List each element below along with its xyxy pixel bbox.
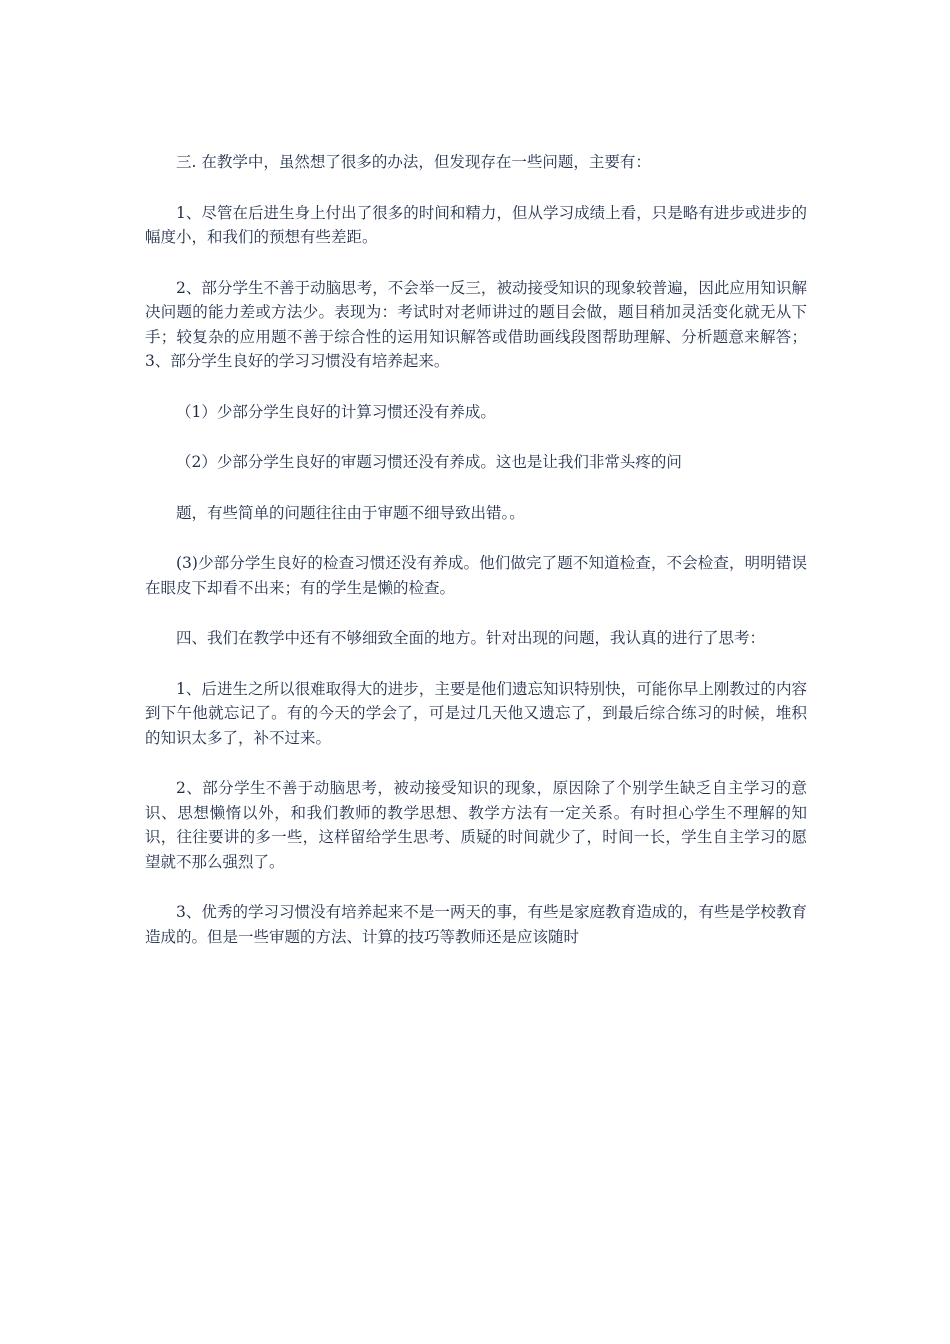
paragraph-habit-reading: （2）少部分学生良好的审题习惯还没有养成。这也是让我们非常头疼的问: [176, 453, 682, 471]
paragraph-section-three-intro: 三. 在教学中，虽然想了很多的办法，但发现存在一些问题，主要有：: [176, 153, 651, 171]
paragraph-issue-1: 1、尽管在后进生身上付出了很多的时间和精力，但从学习成绩上看，只是略有进步或进步的幅度小，和我们的预想有些差距。: [145, 203, 807, 246]
paragraph-reflection-2: 2、部分学生不善于动脑思考，被动接受知识的现象，原因除了个别学生缺乏自主学习的意识、思想懒惰以外，和我们教师的教学思想、教学方法有一定关系。有时担心学生不理解的知识，往往要讲的多一些，这样留给学生思考、质疑的时间就少了，时间一长，学生自主学习的愿望就不那么强烈了。: [145, 779, 807, 871]
paragraph-habit-reading-continued: 题，有些简单的问题往往由于审题不细导致出错。。: [176, 503, 525, 522]
paragraph-habit-calculation: （1）少部分学生良好的计算习惯还没有养成。: [176, 402, 496, 421]
paragraph-reflection-1: 1、后进生之所以很难取得大的进步，主要是他们遗忘知识特别快，可能你早上刚教过的内容到下午他就忘记了。有的今天的学会了，可是过几天他又遗忘了，到最后综合练习的时候，堆积的知识太多了，补不过来。: [145, 679, 807, 747]
paragraph-habit-checking: (3)少部分学生良好的检查习惯还没有养成。他们做完了题不知道检查，不会检查，明明错误在眼皮下却看不出来；有的学生是懒的检查。: [145, 554, 807, 597]
paragraph-section-four-intro: 四、我们在教学中还有不够细致全面的地方。针对出现的问题，我认真的进行了思考：: [176, 629, 766, 647]
paragraph-issue-2: 2、部分学生不善于动脑思考，不会举一反三，被动接受知识的现象较普遍，因此应用知识解决问题的能力差或方法少。表现为：考试时对老师讲过的题目会做，题目稍加灵活变化就无从下手；较复杂的应用题不善于综合性的运用知识解答或借助画线段图帮助理解、分析题意来解答；3、部分学生良好的学习习惯没有培养起来。: [145, 278, 807, 370]
paragraph-reflection-3: 3、优秀的学习习惯没有培养起来不是一两天的事，有些是家庭教育造成的，有些是学校教育造成的。但是一些审题的方法、计算的技巧等教师还是应该随时: [145, 903, 807, 946]
document-body: [145, 150, 807, 975]
